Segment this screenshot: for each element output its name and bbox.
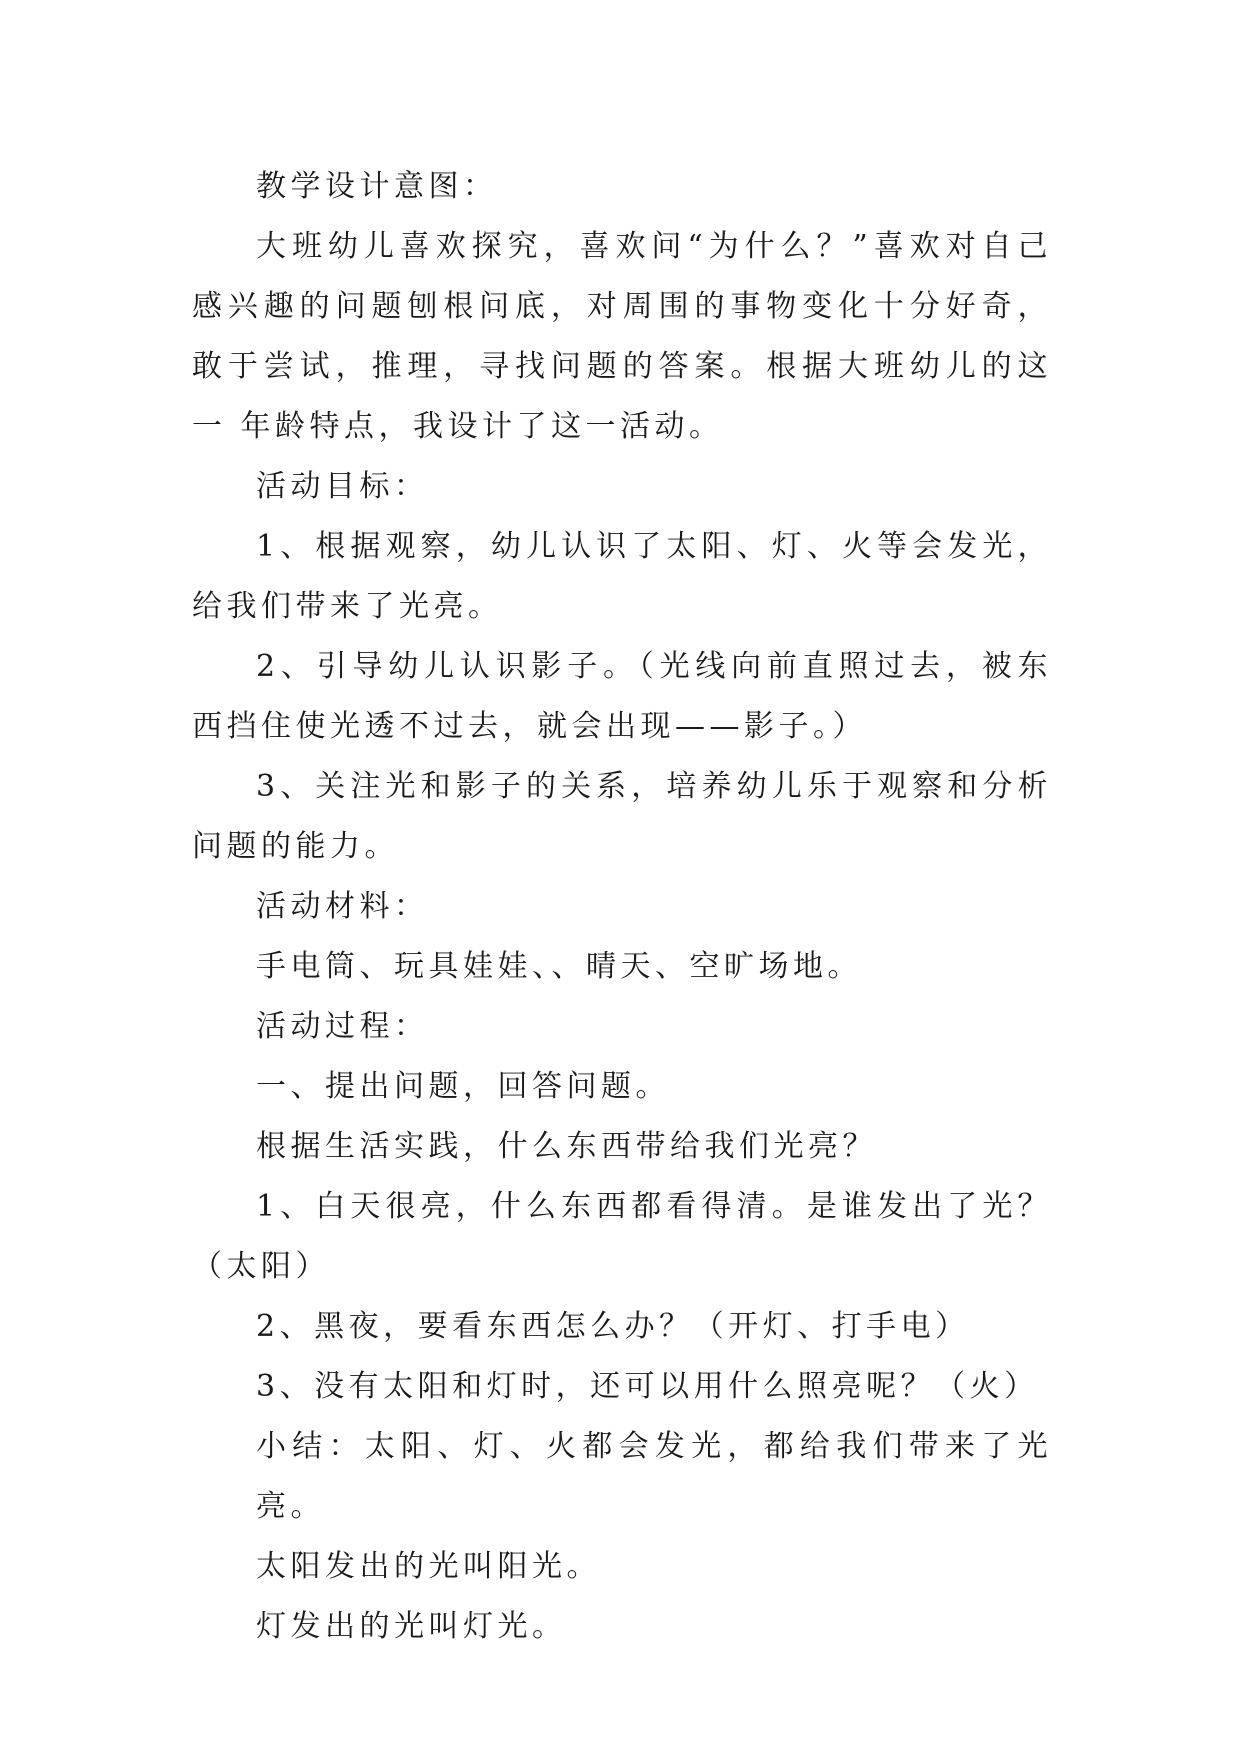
heading-activity-process: 活动过程：	[256, 1009, 429, 1044]
goal-item-3: 3、关注光和影子的关系，培养幼儿乐于观察和分析问题的能力。	[192, 769, 1052, 864]
heading-activity-materials: 活动材料：	[256, 889, 429, 924]
question-item-1: 1、白天很亮，什么东西都看得清。是谁发出了光？（太阳）	[192, 1189, 1052, 1284]
heading-activity-goals: 活动目标：	[256, 469, 429, 504]
goal-item-2: 2、引导幼儿认识影子。（光线向前直照过去，被东西挡住使光透不过去，就会出现——影子。）	[192, 649, 1052, 744]
question-item-2: 2、黑夜，要看东西怎么办？（开灯、打手电）	[256, 1309, 970, 1344]
document-page	[192, 157, 1052, 1657]
heading-design-intent: 教学设计意图：	[256, 169, 498, 204]
summary-line: 小结：太阳、灯、火都会发光，都给我们带来了光亮。	[256, 1429, 1052, 1524]
goal-item-1: 1、根据观察，幼儿认识了太阳、灯、火等会发光，给我们带来了光亮。	[192, 529, 1052, 624]
process-step-1: 一、提出问题，回答问题。	[256, 1069, 670, 1104]
sunlight-line: 太阳发出的光叫阳光。	[256, 1549, 601, 1584]
process-question: 根据生活实践，什么东西带给我们光亮？	[256, 1129, 877, 1164]
paragraph-design-intent: 大班幼儿喜欢探究，喜欢问“为什么？”喜欢对自己感兴趣的问题刨根问底，对周围的事物变化十分好奇，敢于尝试，推理，寻找问题的答案。根据大班幼儿的这一 年龄特点，我设计了这一活动。	[192, 229, 1052, 444]
question-item-3: 3、没有太阳和灯时，还可以用什么照亮呢？（火）	[256, 1369, 1039, 1404]
materials-list: 手电筒、玩具娃娃、、晴天、空旷场地。	[256, 949, 862, 984]
lamplight-line: 灯发出的光叫灯光。	[256, 1609, 567, 1644]
